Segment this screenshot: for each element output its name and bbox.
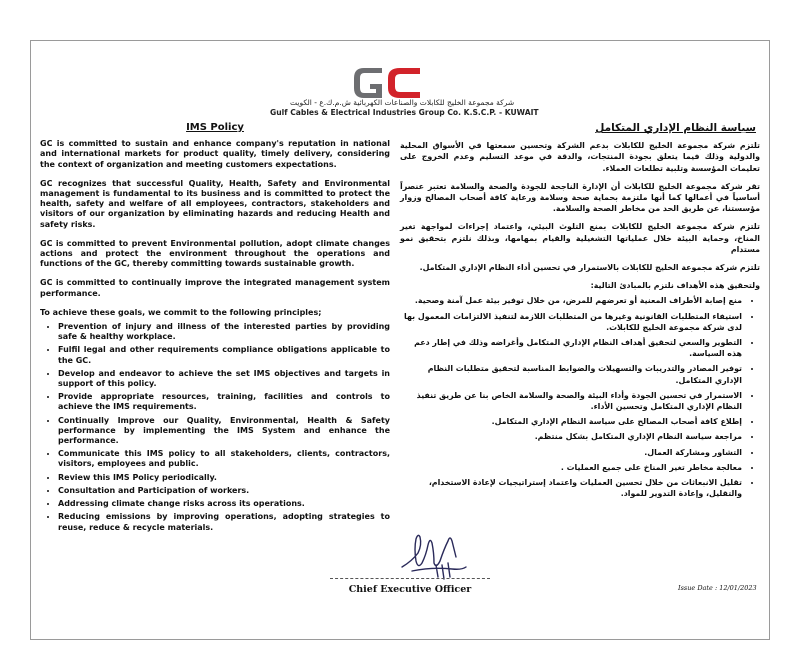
arabic-principle-item: • تقليل الانبعاثات من خلال تحسين العمليات واعتماد إستراتيجيات لإعادة الاستخدام، والتقليل، وإعادة التدوير للمواد. — [400, 477, 742, 499]
arabic-policy-column — [400, 123, 760, 503]
english-principles-list — [40, 322, 390, 533]
english-principle-item: • Review this IMS Policy periodically. — [58, 473, 390, 483]
issue-date: Issue Date : 12/01/2023 — [678, 584, 757, 592]
arabic-principle-item: • منع إصابة الأطراف المعنية أو تعرضهم للمرض، من خلال توفير بيئة عمل آمنة وصحية. — [400, 295, 742, 306]
english-principles-intro: To achieve these goals, we commit to the following principles; — [40, 307, 322, 317]
english-paragraph: GC is committed to prevent Environmental pollution, adopt climate changes actions and protect the environment throughout the operations and functions of the GC, thereby committing towards sustainable growth. — [40, 238, 390, 269]
english-principle-item: • Prevention of injury and illness of the interested parties by providing safe & healthy workplace. — [58, 322, 390, 342]
arabic-paragraph: تلتزم شركة مجموعة الخليج للكابلات بمنع التلوث البيئي، واعتماد إجراءات لمواجهة تغير المناخ، وحماية البيئة خلال عملياتها التشغيلية والقيام بمهامها، وبذلك نلتزم بتحقيق نمو مستدام — [400, 222, 760, 254]
english-principle-item: • Develop and endeavor to achieve the set IMS objectives and targets in support of this policy. — [58, 369, 390, 389]
english-principle-item: • Addressing climate change risks across its operations. — [58, 499, 390, 509]
arabic-paragraph: تلتزم شركة مجموعة الخليج للكابلات بدعم الشركة وتحسين سمعتها في الأسواق المحلية والدولية وذلك فيما يتعلق بجودة المنتجات، والدقة في موعد التسليم وعدم الخروج على تعليمات المؤسسة وتلبية تطلعات العملاء. — [400, 141, 760, 173]
arabic-principles-list — [400, 295, 760, 499]
arabic-principle-item: • توفير المصادر والتدريبات والتسهيلات والضوابط المناسبة لتحقيق متطلبات النظام الإداري المتكامل. — [400, 363, 742, 385]
english-paragraph: GC recognizes that successful Quality, Health, Safety and Environmental management is fundamental to its business and is committed to protect the health, safety and welfare of all employees, contractors, stakeholders and visitors of our organization by eliminating hazards and reducing Health and safety risks. — [40, 178, 390, 229]
arabic-principle-item: • الاستمرار في تحسين الجودة وأداء البيئة والصحة والسلامة الخاص بنا عن طريق تنفيذ النظام الإداري المتكامل وتحسين الأداء. — [400, 390, 742, 412]
english-principle-item: • Consultation and Participation of workers. — [58, 486, 390, 496]
english-paragraph: GC is committed to sustain and enhance company's reputation in national and international markets for product quality, timely delivery, considering the context of organization and meeting customers expectations. — [40, 139, 390, 169]
english-principle-item: • Provide appropriate resources, training, facilities and controls to achieve the IMS requirements. — [58, 392, 390, 412]
arabic-principle-item: • معالجة مخاطر تغير المناخ على جميع العمليات . — [400, 462, 742, 473]
arabic-title: سياسة النظام الإداري المتكامل — [595, 122, 756, 134]
english-paragraph: GC is committed to continually improve the integrated management system performance. — [40, 278, 390, 298]
arabic-principle-item: • التطوير والسعي لتحقيق أهداف النظام الإداري المتكامل وأغراضه وذلك في إطار دعم هذه السياسة. — [400, 337, 742, 359]
english-title: IMS Policy — [186, 122, 244, 133]
arabic-principles-intro: ولتحقيق هذه الأهداف نلتزم بالمبادئ التالية: — [590, 281, 760, 291]
english-policy-column — [40, 123, 390, 536]
arabic-paragraph: تقر شركة مجموعة الخليج للكابلات أن الإدارة الناجحة للجودة والصحة والسلامة تعتبر عنصراً أساسياً في أعمالها كما أنها ملتزمة بحماية صحة وسلامة ورعاية كافة أصحاب المصالح وزوار مؤسستنا، عن طريق الحد من مخاطر الصحة والسلامة. — [400, 181, 760, 214]
english-principle-item: • Fulfil legal and other requirements compliance obligations applicable to the GC. — [58, 345, 390, 365]
company-name-arabic: شركة مجموعة الخليج للكابلات والصناعات الكهربائية ش.م.ك.ع - الكويت — [290, 98, 515, 107]
english-principle-item: • Reducing emissions by improving operations, adopting strategies to reuse, reduce & recycle materials. — [58, 512, 390, 532]
english-principle-item: • Communicate this IMS policy to all stakeholders, clients, contractors, visitors, employees and public. — [58, 449, 390, 469]
arabic-principle-item: • التشاور ومشاركة العمال. — [400, 447, 742, 458]
company-name-english: Gulf Cables & Electrical Industries Group Co. K.S.C.P. - KUWAIT — [270, 108, 539, 117]
arabic-principle-item: • مراجعة سياسة النظام الإداري المتكامل بشكل منتظم. — [400, 431, 742, 442]
arabic-principle-item: • استيفاء المتطلبات القانونية وغيرها من المتطلبات اللازمة لتنفيذ الالتزامات المعمول بها لدى شركة مجموعة الخليج للكابلات. — [400, 311, 742, 333]
signature-line — [330, 578, 490, 579]
signatory-title: Chief Executive Officer — [348, 584, 472, 595]
handwritten-signature — [392, 523, 472, 585]
arabic-principle-item: • إطلاع كافة أصحاب المصالح على سياسة النظام الإداري المتكامل. — [400, 416, 742, 427]
english-principle-item: • Continually Improve our Quality, Environmental, Health & Safety performance by implementing the IMS System and enhance the performance. — [58, 416, 390, 447]
arabic-paragraph: تلتزم شركة مجموعة الخليج للكابلات بالاستمرار في تحسين أداء النظام الإداري المتكامل. — [419, 263, 760, 273]
